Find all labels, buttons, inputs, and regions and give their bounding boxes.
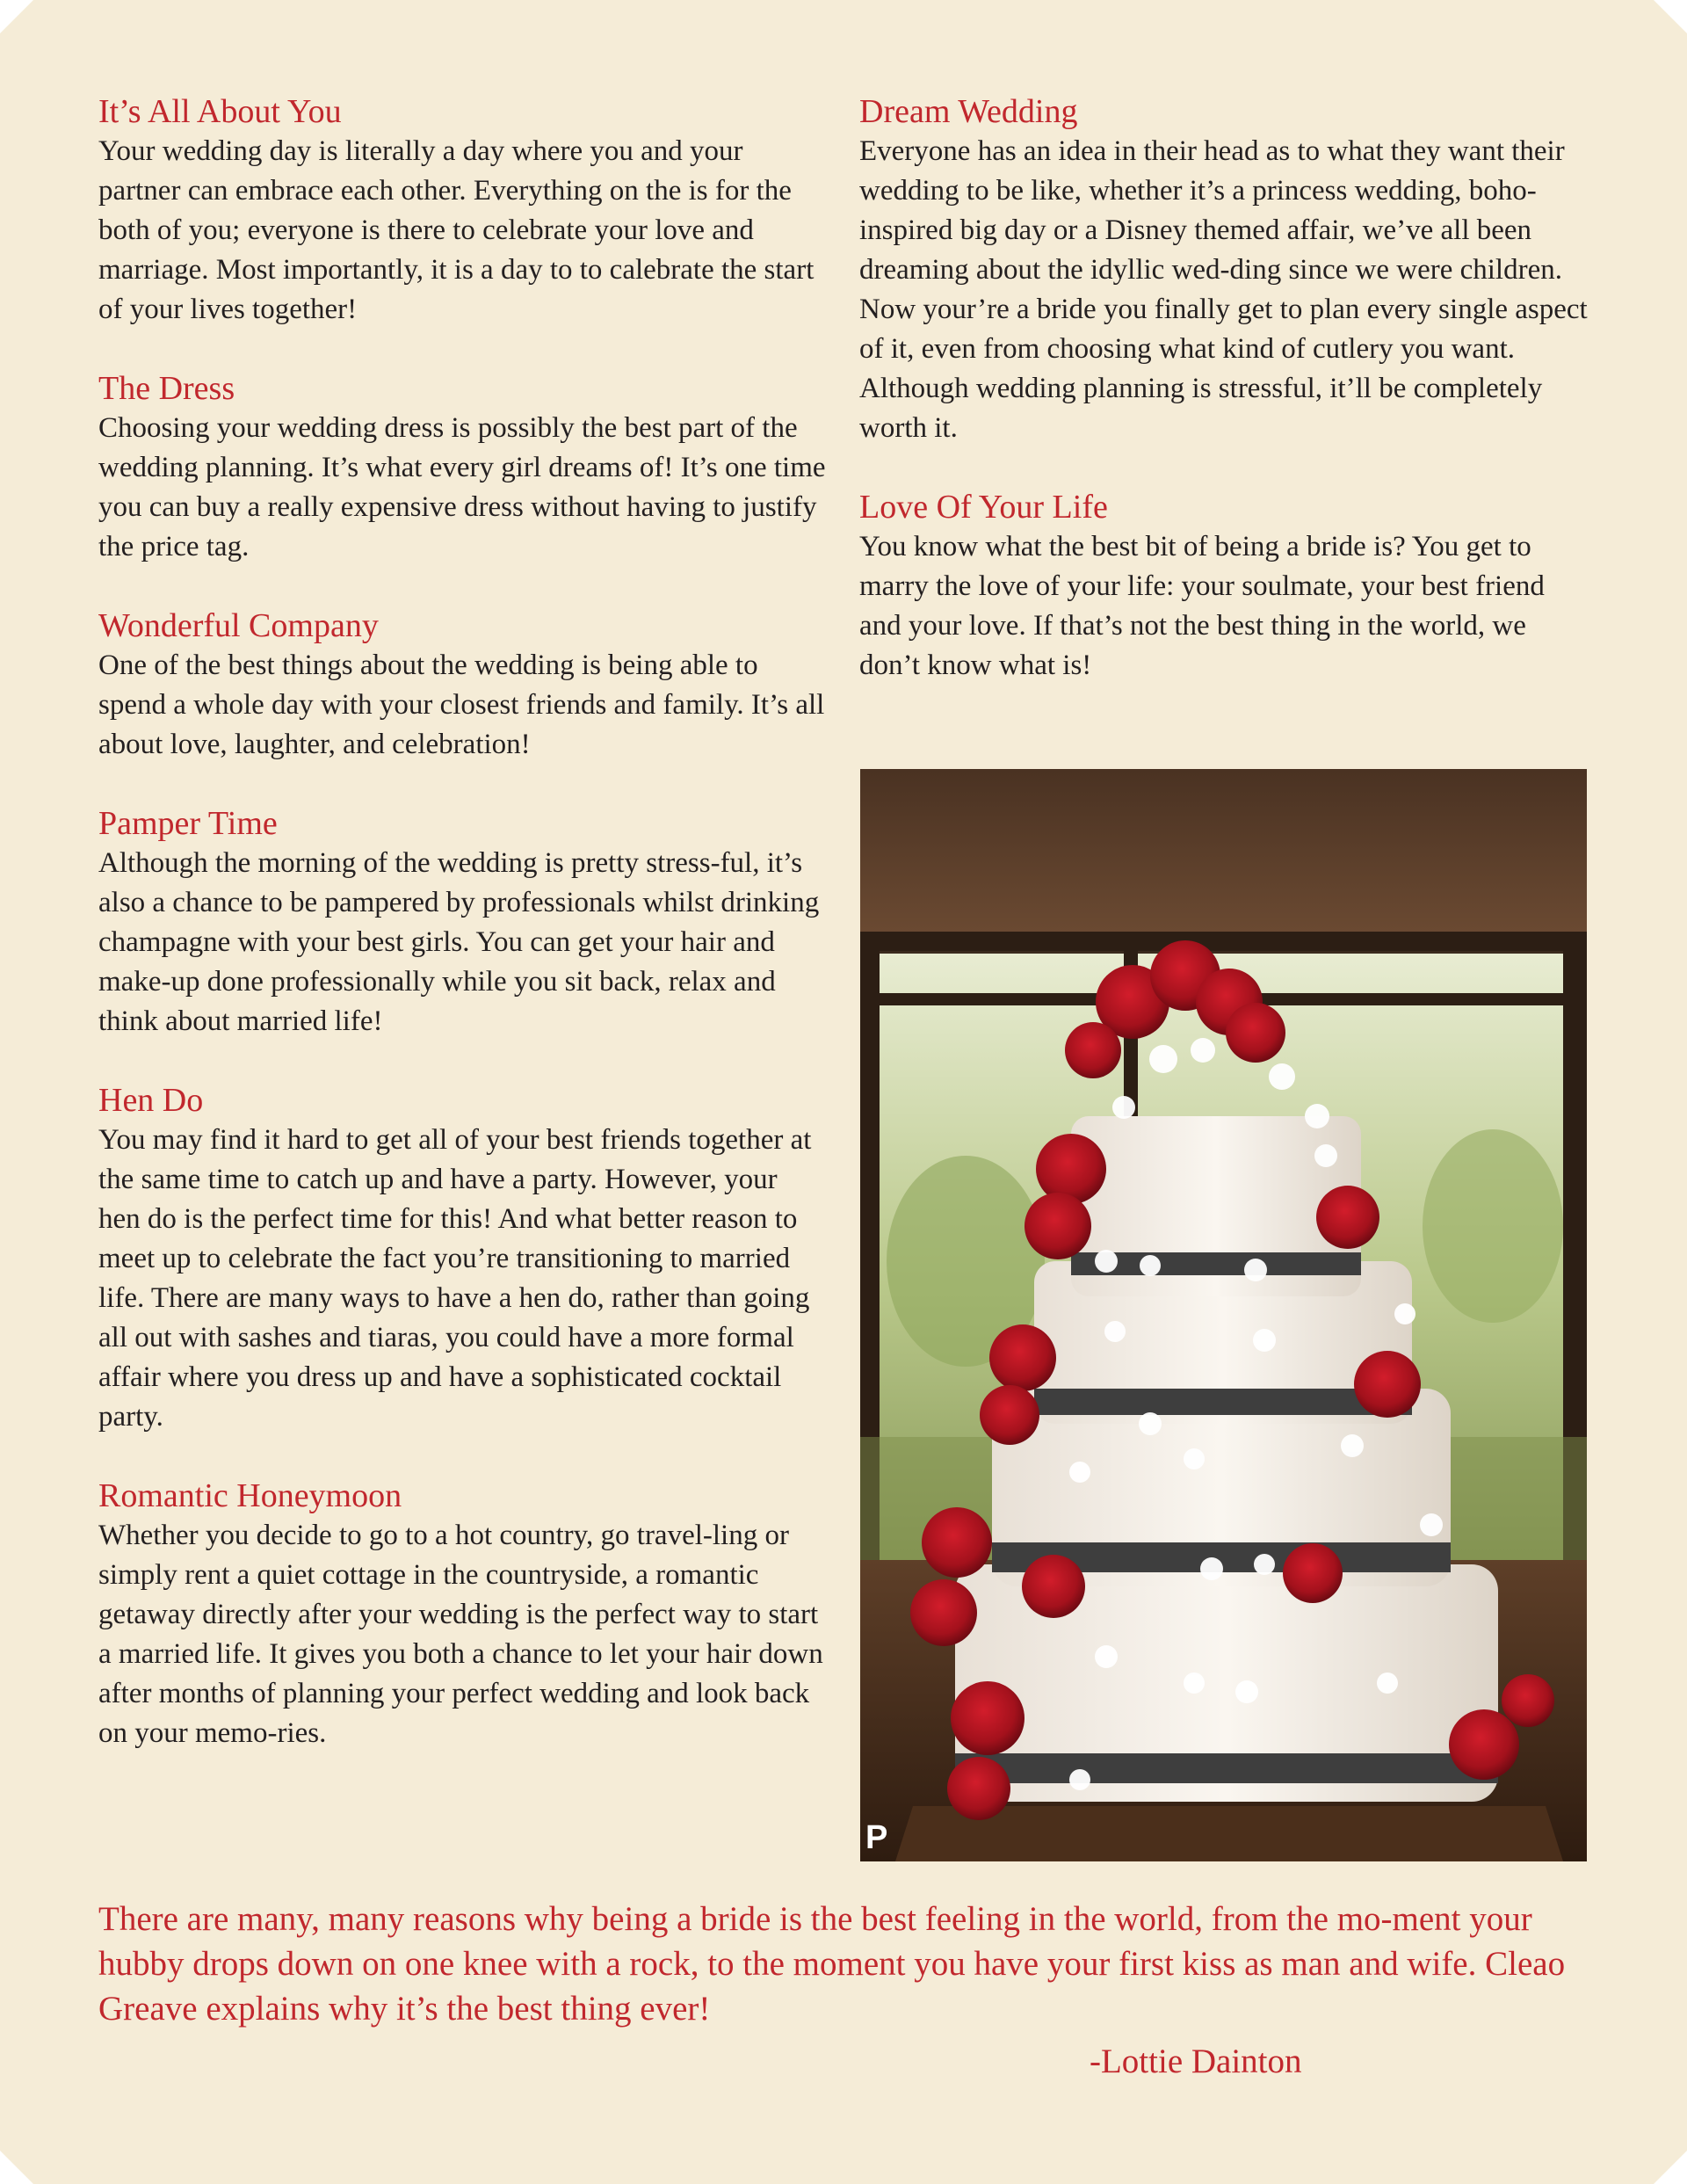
section-heading: The Dress: [98, 370, 235, 407]
section-heading: Dream Wedding: [859, 93, 1078, 130]
author-byline: -Lottie Dainton: [1090, 2043, 1302, 2080]
section-pamper-time: [98, 803, 826, 1041]
section-heading: Pamper Time: [98, 805, 278, 842]
section-hen-do: [98, 1080, 826, 1437]
section-body: Choosing your wedding dress is possibly the best part of the wedding planning. It’s what every girl dreams of! It’s one time you can buy a really expensive dress without having to justify the price tag.: [98, 412, 826, 562]
page-corner-bottom-left: [0, 2151, 33, 2184]
wedding-cake-photo: [860, 769, 1587, 1861]
section-body: You know what the best bit of being a bride is? You get to marry the love of your life: your soulmate, your best friend and your love. If that’s not the best thing in the world, we don’t know what is!: [859, 531, 1545, 681]
section-wonderful-company: [98, 606, 826, 765]
section-dream-wedding: [859, 91, 1589, 448]
photo-watermark: P: [865, 1819, 888, 1856]
section-body: One of the best things about the wedding is being able to spend a whole day with your closest friends and family. It’s all about love, laughter, and celebration!: [98, 649, 825, 760]
section-body: Your wedding day is literally a day where you and your partner can embrace each other. Everything on the is for the both of you; everyone is there to celebrate your love and marriage. Most importantly, it is a day to to calebrate the start of your lives together!: [98, 135, 815, 325]
right-column: [859, 91, 1589, 724]
section-love-of-your-life: [859, 487, 1589, 686]
section-heading: Wonderful Company: [98, 607, 379, 644]
section-heading: Romantic Honeymoon: [98, 1477, 402, 1514]
section-its-all-about-you: [98, 91, 826, 330]
left-column: [98, 91, 826, 1792]
section-body: Whether you decide to go to a hot country, go travel-ling or simply rent a quiet cottage in the countryside, a romantic getaway directly after your wedding is the perfect way to start a married life. It gives you both a chance to let your hair down after months of planning your perfect wedding and look back on your memo-ries.: [98, 1520, 823, 1749]
page-corner-bottom-right: [1654, 2151, 1687, 2184]
section-the-dress: [98, 368, 826, 567]
section-romantic-honeymoon: [98, 1476, 826, 1753]
section-heading: It’s All About You: [98, 93, 342, 130]
intro-paragraph: There are many, many reasons why being a bride is the best feeling in the world, from the mo-ment your hubby drops down on one knee with a rock, to the moment you have your first kiss as man and wife. Cleao Greave explains why it’s the best thing ever!: [98, 1900, 1566, 2028]
section-body: Although the morning of the wedding is pretty stress-ful, it’s also a chance to be pampered by professionals whilst drinking champagne with your best girls. You can get your hair and make-up done professionally while you sit back, relax and think about married life!: [98, 847, 820, 1037]
page-corner-top-left: [0, 0, 33, 33]
page-corner-top-right: [1654, 0, 1687, 33]
section-body: You may find it hard to get all of your best friends together at the same time to catch up and have a party. However, your hen do is the perfect time for this! And what better reason to meet up to celebrate the fact you’re transitioning to married life. There are many ways to have a hen do, rather than going all out with sashes and tiaras, you could have a more formal affair where you dress up and have a sophisticated cocktail party.: [98, 1124, 812, 1433]
section-body: Everyone has an idea in their head as to what they want their wedding to be like, whether it’s a princess wedding, boho-inspired big day or a Disney themed affair, we’ve all been dreaming about the idyllic wed-ding since we were children. Now your’re a bride you finally get to plan every single aspect of it, even from choosing what kind of cutlery you want. Although wedding planning is stressful, it’ll be completely worth it.: [859, 135, 1588, 444]
section-heading: Hen Do: [98, 1082, 204, 1119]
section-heading: Love Of Your Life: [859, 489, 1108, 526]
